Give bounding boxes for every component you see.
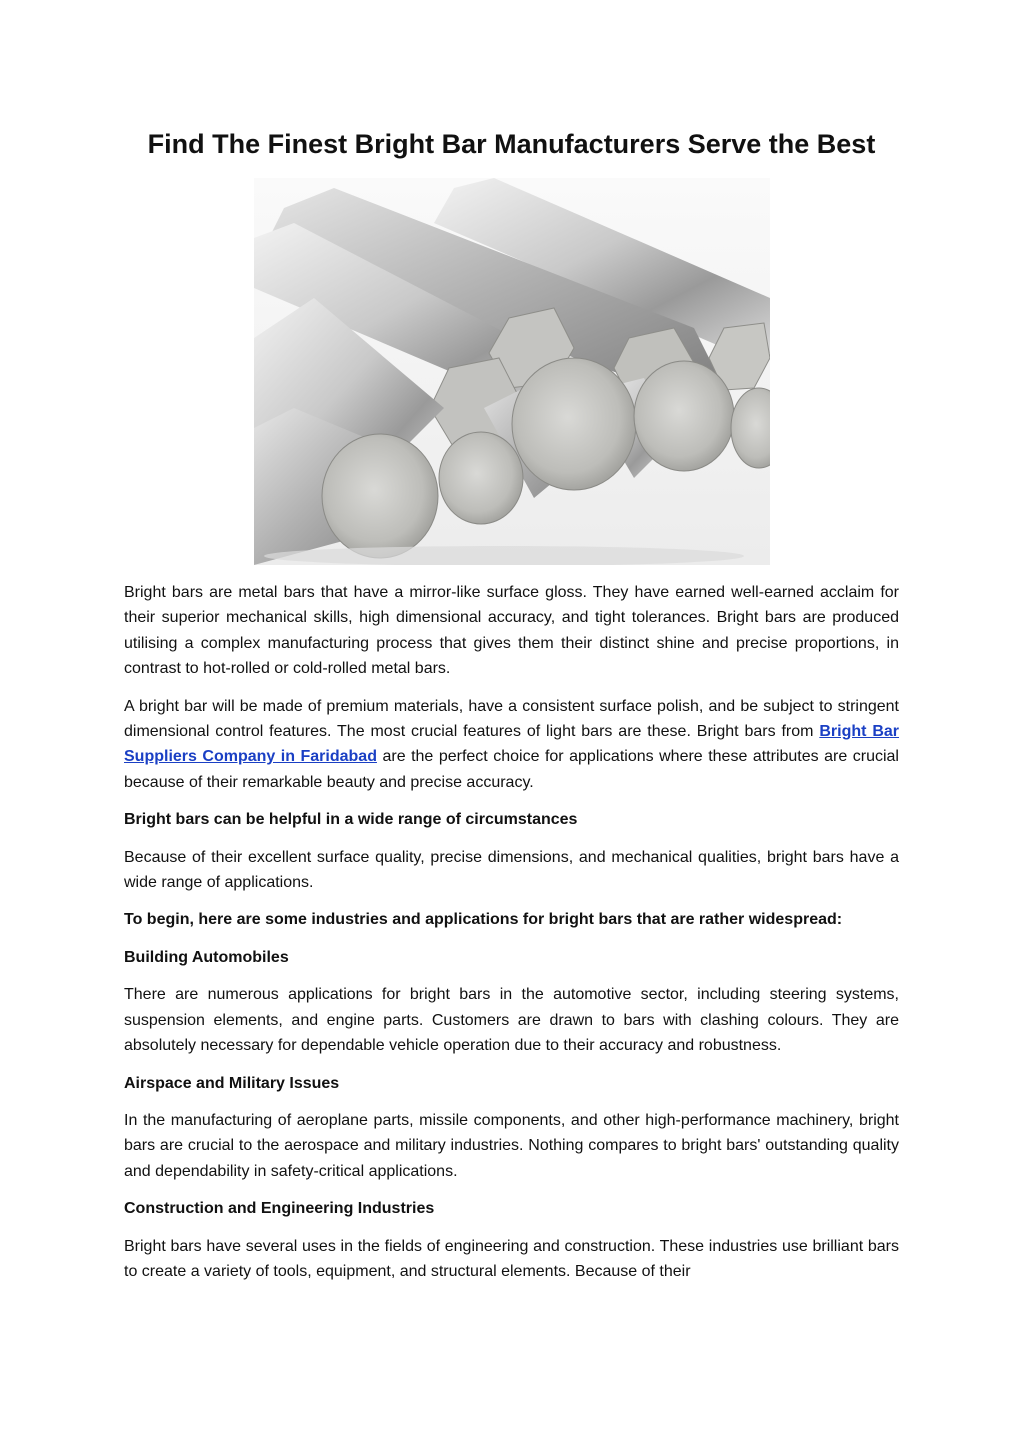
heading-construction-engineering: Construction and Engineering Industries: [124, 1200, 435, 1218]
bright-bars-photo-icon: [254, 178, 770, 565]
paragraph-features-text-after: are the perfect choice for applications where these attributes are crucial because of their remarkable beauty and precise accuracy.: [124, 748, 899, 791]
heading-circumstances: Bright bars can be helpful in a wide range of circumstances: [124, 811, 578, 829]
paragraph-aerospace-military: In the manufacturing of aeroplane parts, missile components, and other high-performance machinery, bright bars are crucial to the aerospace and military industries. Nothing compares to bright bars' outstanding quality and dependability in safety-critical applications.: [124, 1111, 899, 1180]
paragraph-automobiles: There are numerous applications for bright bars in the automotive sector, including steering systems, suspension elements, and engine parts. Customers are drawn to bars with clashing colours. They are absolutely necessary for dependable vehicle operation due to their accuracy and robustness.: [124, 986, 899, 1055]
heading-industries-intro: To begin, here are some industries and applications for bright bars that are rather widespread:: [124, 911, 843, 929]
bright-bars-image: [254, 178, 770, 565]
paragraph-features: [124, 694, 899, 796]
paragraph-intro: Bright bars are metal bars that have a mirror-like surface gloss. They have earned well-earned acclaim for their superior mechanical skills, high dimensional accuracy, and tight tolerances. Bright bars are produced utilising a complex manufacturing process that gives them their distinct shine and precise proportions, in contrast to hot-rolled or cold-rolled metal bars.: [124, 584, 899, 678]
article-body: [124, 580, 899, 1296]
paragraph-features-text-before: A bright bar will be made of premium materials, have a consistent surface polish, and be subject to stringent dimensional control features. The most crucial features of light bars are these. Bright bars from: [124, 697, 899, 741]
page-title: Find The Finest Bright Bar Manufacturers Serve the Best: [147, 129, 876, 159]
paragraph-applications: Because of their excellent surface quality, precise dimensions, and mechanical qualities, bright bars have a wide range of applications.: [124, 848, 899, 892]
heading-automobiles: Building Automobiles: [124, 948, 289, 966]
bright-bar-suppliers-link[interactable]: Bright Bar Suppliers Company in Faridabad: [124, 723, 900, 766]
paragraph-construction-engineering: Bright bars have several uses in the fields of engineering and construction. These industries use brilliant bars to create a variety of tools, equipment, and structural elements. Because of their: [124, 1237, 899, 1280]
heading-aerospace-military: Airspace and Military Issues: [124, 1074, 340, 1092]
